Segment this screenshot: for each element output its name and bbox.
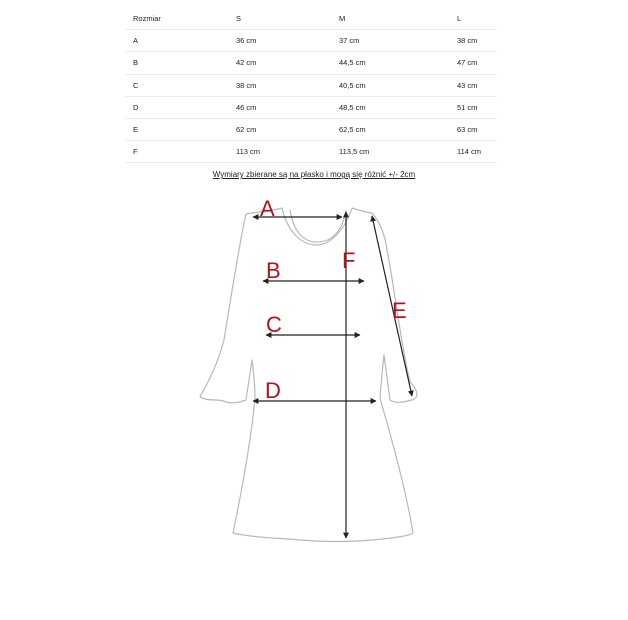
row-label: B <box>125 52 228 74</box>
cell-l: 63 cm <box>449 118 497 140</box>
dress-body-outline <box>200 208 417 542</box>
cell-m: 62,5 cm <box>331 118 449 140</box>
label-b: B <box>266 258 281 283</box>
label-a: A <box>260 196 275 221</box>
cell-m: 37 cm <box>331 30 449 52</box>
header-m: M <box>331 8 449 30</box>
measurement-labels <box>260 196 407 403</box>
row-label: A <box>125 30 228 52</box>
cell-s: 62 cm <box>228 118 331 140</box>
cell-l: 38 cm <box>449 30 497 52</box>
cell-l: 51 cm <box>449 96 497 118</box>
neckline-inner <box>290 210 346 242</box>
cell-s: 36 cm <box>228 30 331 52</box>
dress-outline <box>200 208 417 542</box>
header-size: Rozmiar <box>125 8 228 30</box>
cell-s: 113 cm <box>228 141 331 163</box>
label-e: E <box>392 298 407 323</box>
row-label: C <box>125 74 228 96</box>
label-d: D <box>265 378 281 403</box>
header-s: S <box>228 8 331 30</box>
cell-l: 114 cm <box>449 141 497 163</box>
row-label: F <box>125 141 228 163</box>
cell-l: 47 cm <box>449 52 497 74</box>
cell-l: 43 cm <box>449 74 497 96</box>
cell-m: 113,5 cm <box>331 141 449 163</box>
label-f: F <box>342 248 356 273</box>
measurement-note: Wymiary zbierane są na płasko i mogą się różnić +/- 2cm <box>212 170 416 179</box>
row-label: E <box>125 118 228 140</box>
cell-m: 48,5 cm <box>331 96 449 118</box>
row-label: D <box>125 96 228 118</box>
label-c: C <box>266 312 282 337</box>
cell-s: 38 cm <box>228 74 331 96</box>
header-l: L <box>449 8 497 30</box>
cell-s: 42 cm <box>228 52 331 74</box>
cell-m: 44,5 cm <box>331 52 449 74</box>
cell-s: 46 cm <box>228 96 331 118</box>
cell-m: 40,5 cm <box>331 74 449 96</box>
